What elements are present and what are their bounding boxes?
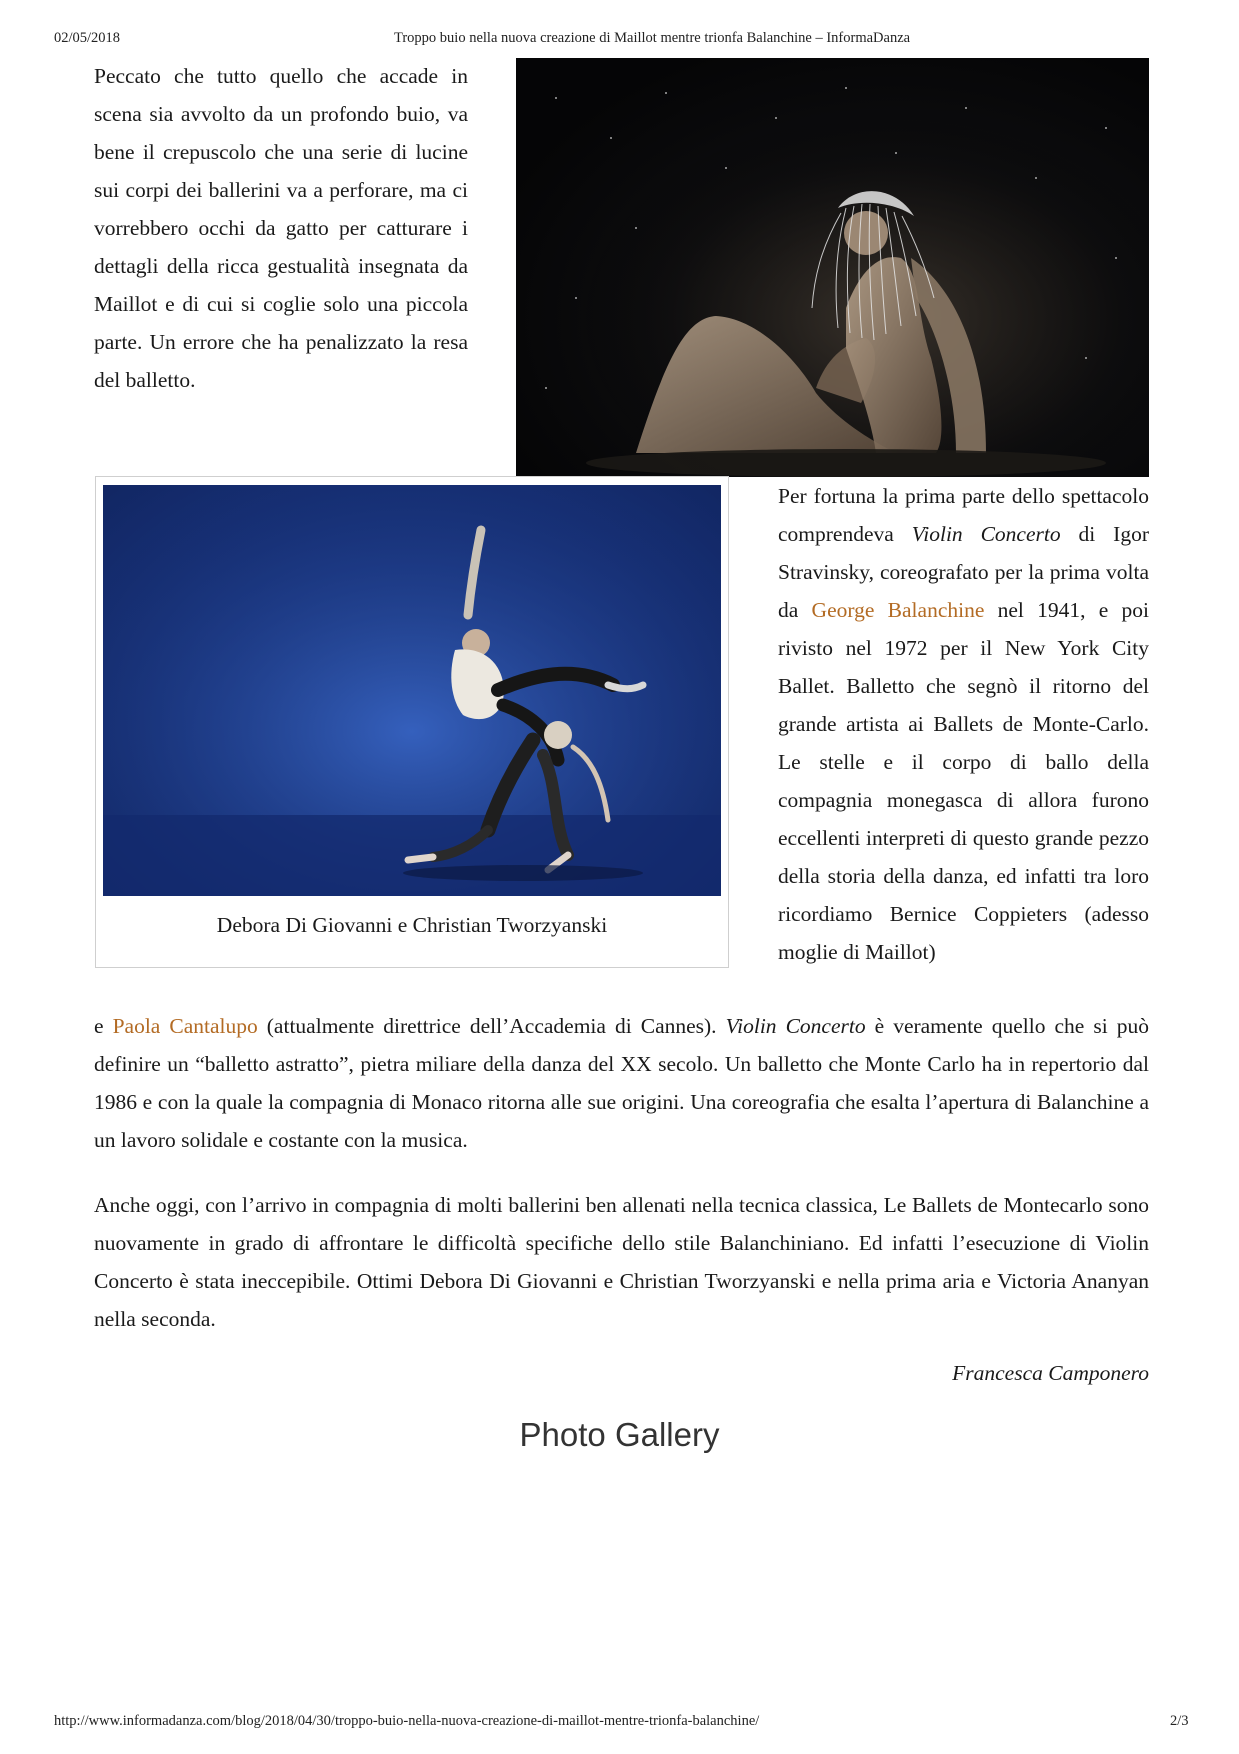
p2-text-2: di Igor Stravinsky, coreografato per la prima volta da	[778, 522, 1149, 622]
link-paola-cantalupo[interactable]: Paola Cantalupo	[112, 1014, 258, 1038]
dancers-photo-blue	[103, 485, 721, 896]
photo-figure	[95, 476, 729, 968]
photo-gallery-heading: Photo Gallery	[519, 1416, 720, 1453]
photo-caption: Debora Di Giovanni e Christian Tworzyanski	[216, 913, 608, 937]
p2-text-1: Per fortuna la prima parte dello spettacolo comprendeva	[778, 484, 1149, 546]
p2-text-3: nel 1941, e poi rivisto nel 1972 per il New York City Ballet. Balletto che segnò il ritorno del grande artista ai Ballets de Monte-Carlo. Le stelle e il corpo di ballo della compagnia monegasca di allora furono eccellenti interpreti di questo grande pezzo della storia della danza, ed infatti tra loro ricordiamo Bernice Coppieters (adesso moglie di Maillot)	[778, 598, 1150, 964]
article-paragraph-3	[94, 1007, 1149, 1159]
print-url: http://www.informadanza.com/blog/2018/04/30/troppo-buio-nella-nuova-creazione-di-maillot-mentre-trionfa-balanchine/	[54, 1713, 760, 1729]
p3-text-3: è veramente quello che si può definire un “balletto astratto”, pietra miliare della danza del XX secolo. Un balletto che Monte Carlo ha in repertorio dal 1986 e con la quale la compagnia di Monaco ritorna alle sue origini. Una coreografia che esalta l’apertura di Balanchine a un lavoro solidale e costante con la musica.	[94, 1014, 1149, 1152]
p3-text-2: (attualmente direttrice dell’Accademia di Cannes).	[257, 1014, 726, 1038]
link-george-balanchine[interactable]: George Balanchine	[811, 598, 985, 622]
p2-emphasis-violin-concerto: Violin Concerto	[911, 522, 1061, 546]
article-author: Francesca Camponero	[952, 1361, 1149, 1385]
print-page-title: Troppo buio nella nuova creazione di Maillot mentre trionfa Balanchine – InformaDanza	[394, 30, 911, 46]
article-paragraph-4: Anche oggi, con l’arrivo in compagnia di molti ballerini ben allenati nella tecnica classica, Le Ballets de Montecarlo sono nuovamente in grado di affrontare le difficoltà specifiche dello stile Balanchiniano. Ed infatti l’esecuzione di Violin Concerto è stata ineccepibile. Ottimi Debora Di Giovanni e Christian Tworzyanski e nella prima aria e Victoria Ananyan nella seconda.	[94, 1193, 1149, 1331]
article-paragraph-1: Peccato che tutto quello che accade in scena sia avvolto da un profondo buio, va bene il crepuscolo che una serie di lucine sui corpi dei ballerini va a perforare, ma ci vorrebbero occhi da gatto per catturare i dettagli della ricca gestualità insegnata da Maillot e di cui si coglie solo una piccola parte. Un errore che ha penalizzato la resa del balletto.	[94, 64, 468, 392]
print-page-number: 2/3	[1170, 1713, 1189, 1729]
stage-photo-dark	[516, 58, 1149, 477]
dancers-photo-blue-illustration	[103, 485, 721, 896]
article-paragraph-2	[778, 477, 1149, 971]
stage-photo-dark-illustration	[516, 58, 1149, 477]
p3-text-1: e	[94, 1014, 113, 1038]
print-date: 02/05/2018	[54, 30, 121, 46]
p3-emphasis-violin-concerto: Violin Concerto	[725, 1014, 866, 1038]
